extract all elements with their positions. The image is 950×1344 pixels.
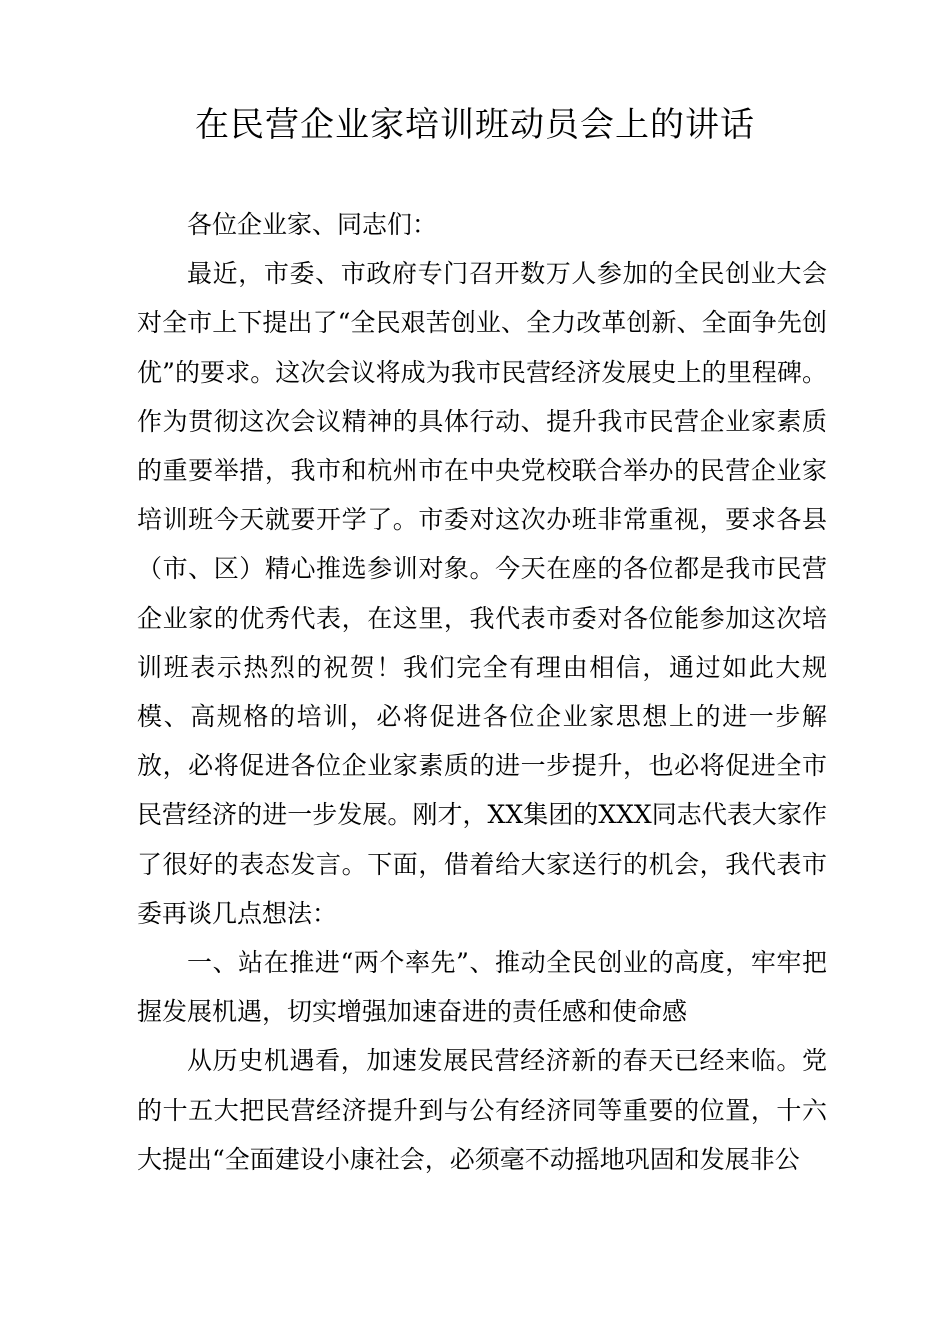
intro-paragraph: 最近，市委、市政府专门召开数万人参加的全民创业大会对全市上下提出了“全民艰苦创业、全力改革创新、全面争先创优”的要求。这次会议将成为我市民营经济发展史上的里程碑。作为贯彻这次会议精神的具体行动、提升我市民营企业家素质的重要举措，我市和杭州市在中央党校联合举办的民营企业家培训班今天就要开学了。市委对这次办班非常重视，要求各县（市、区）精心推选参训对象。今天在座的各位都是我市民营企业家的优秀代表，在这里，我代表市委对各位能参加这次培训班表示热烈的祝贺！我们完全有理由相信，通过如此大规模、高规格的培训，必将促进各位企业家思想上的进一步解放，必将促进各位企业家素质的进一步提升，也必将促进全市民营经济的进一步发展。刚才，XX集团的XXX同志代表大家作了很好的表态发言。下面，借着给大家送行的机会，我代表市委再谈几点想法： xyxy=(137,259,827,928)
body-paragraph: 从历史机遇看，加速发展民营经济新的春天已经来临。党的十五大把民营经济提升到与公有经济同等重要的位置，十六大提出“全面建设小康社会，必须毫不动摇地巩固和发展非公 xyxy=(137,1046,827,1174)
salutation-paragraph: 各位企业家、同志们： xyxy=(187,210,438,239)
document-body xyxy=(137,200,827,1184)
document-title: 在民营企业家培训班动员会上的讲话 xyxy=(195,105,755,145)
section-heading-1: 一、站在推进“两个率先”、推动全民创业的高度，牢牢把握发展机遇，切实增强加速奋进的责任感和使命感 xyxy=(137,948,827,1027)
